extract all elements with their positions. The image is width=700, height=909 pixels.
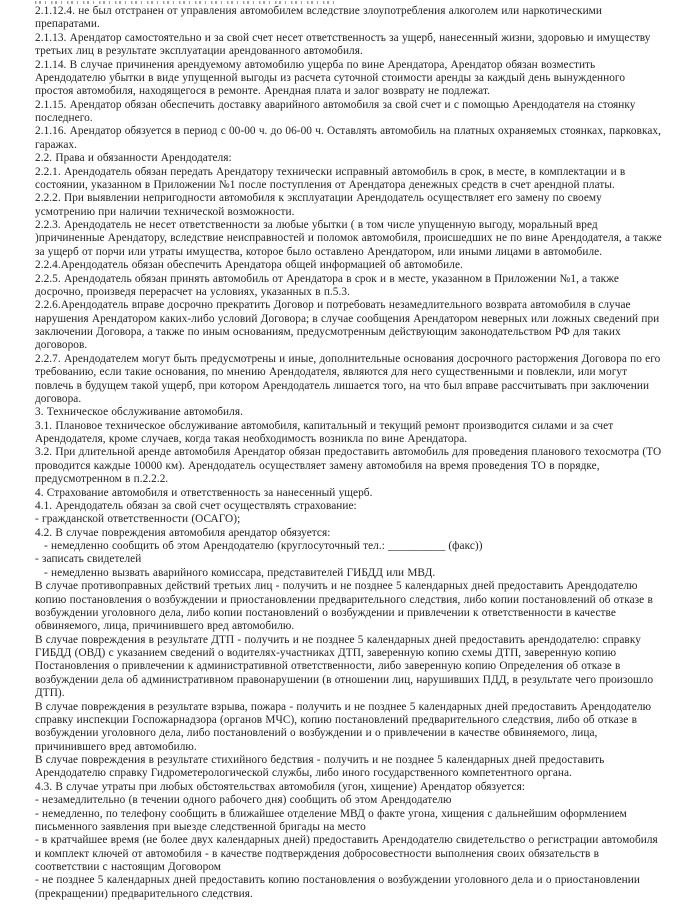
paragraph: 2.2.1. Арендодатель обязан передать Арендатору технически исправный автомобиль в срок, в месте, в комплектации и в состоянии, указанном в Приложении №1 после поступления от Арендатора денежных средств в счет арендной платы.: [35, 165, 626, 191]
paragraph: - немедленно, по телефону сообщить в ближайшее отделение МВД о факте угона, хищения с дальнейшим оформлением письменного заявления при выезде следственной бригады на место: [35, 807, 627, 833]
paragraph: 3.2. При длительной аренде автомобиля Арендатор обязан предоставить автомобиль для проведения планового техосмотра (ТО проводится каждые 10000 км). Арендодатель осуществляет замену автомобиля на время проведения ТО в порядке, предусмотренном в п.2.2.2.: [35, 446, 662, 486]
paragraph: - в кратчайшее время (не более двух календарных дней) предоставить Арендодателю свидетельство о регистрации автомобиля и комплект ключей от автомобиля - в качестве подтверждения добросовестности выполнения своих обязательств в соответствии с настоящим Договором: [35, 834, 658, 873]
paragraph: 2.2.3. Арендодатель не несет ответственности за любые убытки ( в том числе упущенную выгоду, моральный вред )причиненные Арендатору, вследствие неисправностей и поломок автомобиля, происшедших не по вине Арендодателя, а также за ущерб от порчи или утраты имущества, которое было оставлено Арендатором, или иными лицами в автомобиле.: [35, 219, 662, 258]
paragraph: 2.2.6.Арендодатель вправе досрочно прекратить Договор и потребовать незамедлительного возврата автомобиля в случае нарушения Арендатором каких-либо условий Договора; в случае сообщения Арендатором неверных или ложных сведений при заключении Договора, а также по иным основаниям, предусмотренным действующим законодательством РФ для таких договоров.: [35, 299, 660, 352]
paragraph: - записать свидетелей: [35, 553, 142, 566]
paragraph: 2.2.2. При выявлении непригодности автомобиля к эксплуатации Арендодатель осуществляет его замену по своему усмотрению при наличии технической возможности.: [35, 192, 602, 218]
paragraph: В случае противоправных действий третьих лиц - получить и не позднее 5 календарных дней предоставить Арендодателю копию постановления о возбуждении и приостановлении предварительного следствия, либо копии постановлений об отказе в возбуждении уголовного дела, либо копии постановлений о возбуждении и привлечении к ответственности в качестве обвиняемого, лица, причинившего вред автомобилю.: [35, 580, 653, 633]
paragraph: - незамедлительно (в течении одного рабочего дня) сообщить об этом Арендодателю: [35, 794, 452, 807]
paragraph: - гражданской ответственности (ОСАГО);: [35, 513, 241, 526]
paragraph: 2.1.15. Арендатор обязан обеспечить доставку аварийного автомобиля за свой счет и с помощью Арендодателя на стоянку последнего.: [35, 98, 636, 124]
paragraph: В случае повреждения в результате стихийного бедствия - получить и не позднее 5 календарных дней предоставить Арендодателю справку Гидрометерологической службы, либо иного государственного компетентного органа.: [35, 754, 605, 780]
paragraph: - немедленно вызвать аварийного комиссара, представителей ГИБДД или МВД.: [44, 566, 436, 579]
paragraph: 2.2.7. Арендодателем могут быть предусмотрены и иные, дополнительные основания досрочного расторжения Договора по его требованию, если такие основания, по мнению Арендодателя, являются для него существенными и повлекли, или могут повлечь в будущем такой ущерб, при котором Арендодатель лишается того, на что был вправе рассчитывать при заключении договора.: [35, 352, 661, 405]
paragraph: 2.2.4.Арендодатель обязан обеспечить Арендатора общей информацией об автомобиле.: [35, 259, 463, 272]
paragraph: 3. Техническое обслуживание автомобиля.: [35, 406, 243, 419]
clipped-text-fragment: [35, 1, 335, 4]
paragraph: В случае повреждения в результате ДТП - получить и не позднее 5 календарных дней предоставить арендодателю: справку ГИБДД (ОВД) с указанием сведений о водителях-участниках ДТП, заверенную копию схемы ДТП, заверенную копию Постановления о привлечении к административной ответственности, либо заверенную копию Определения об отказе в возбуждении дела об административном правонарушении (в отношении лиц, нарушивших ПДД, в результате чего произошло ДТП).: [35, 633, 654, 700]
paragraph: В случае повреждения в результате взрыва, пожара - получить и не позднее 5 календарных дней предоставить Арендодателю справку инспекции Госпожарнадзора (органов МЧС), копию постановлений предварительного следствия, либо об отказе в возбуждении уголовного дела, либо постановлений о возбуждении и о привлечении в качестве обвиняемого, лица, причинившего вред автомобилю.: [35, 700, 652, 753]
paragraph: 2.1.16. Арендатор обязуется в период с 00-00 ч. до 06-00 ч. Оставлять автомобиль на платных охраняемых стоянках, парковках, гаражах.: [35, 125, 661, 151]
paragraph: 4.1. Арендодатель обязан за свой счет осуществлять страхование:: [35, 499, 357, 512]
paragraph: - не позднее 5 календарных дней предоставить копию постановления о возбуждении уголовного дела и о приостановлении (прекращении) предварительного следствия.: [35, 874, 640, 900]
paragraph: 2.1.13. Арендатор самостоятельно и за свой счет несет ответственность за ущерб, нанесенный жизни, здоровью и имуществу третьих лиц в результате эксплуатации арендованного автомобиля.: [35, 31, 651, 58]
document-body: [35, 5, 664, 901]
paragraph: 2.2. Права и обязанности Арендодателя:: [35, 152, 232, 165]
paragraph: 4. Страхование автомобиля и ответственность за нанесенный ущерб.: [35, 486, 373, 499]
paragraph: 2.1.12.4. не был отстранен от управления автомобилем вследствие злоупотребления алкоголем или наркотическими препаратами.: [35, 5, 602, 31]
paragraph: 2.2.5. Арендодатель обязан принять автомобиль от Арендатора в срок и в месте, указанном в Приложении №1, а также досрочно, произведя перерасчет на условиях, указанных в п.5.3.: [35, 272, 619, 298]
paragraph: 3.1. Плановое техническое обслуживание автомобиля, капитальный и текущий ремонт производится силами и за счет Арендодателя, кроме случаев, когда такая необходимость возникла по вине Арендатора.: [35, 419, 614, 445]
paragraph: - немедленно сообщить об этом Арендодателю (круглосуточный тел.: __________ (факс)): [44, 540, 483, 552]
paragraph: 4.2. В случае повреждения автомобиля арендатор обязуется:: [35, 526, 331, 539]
paragraph: 4.3. В случае утраты при любых обстоятельствах автомобиля (угон, хищение) Арендатор обязуется:: [35, 780, 526, 793]
paragraph: 2.1.14. В случае причинения арендуемому автомобилю ущерба по вине Арендатора, Арендатор обязан возместить Арендодателю убытки в виде упущенной выгоды из расчета суточной стоимости аренды за каждый день вынужденного простоя автомобиля, находящегося в ремонте. Арендная плата и залог возврату не подлежат.: [35, 58, 626, 98]
